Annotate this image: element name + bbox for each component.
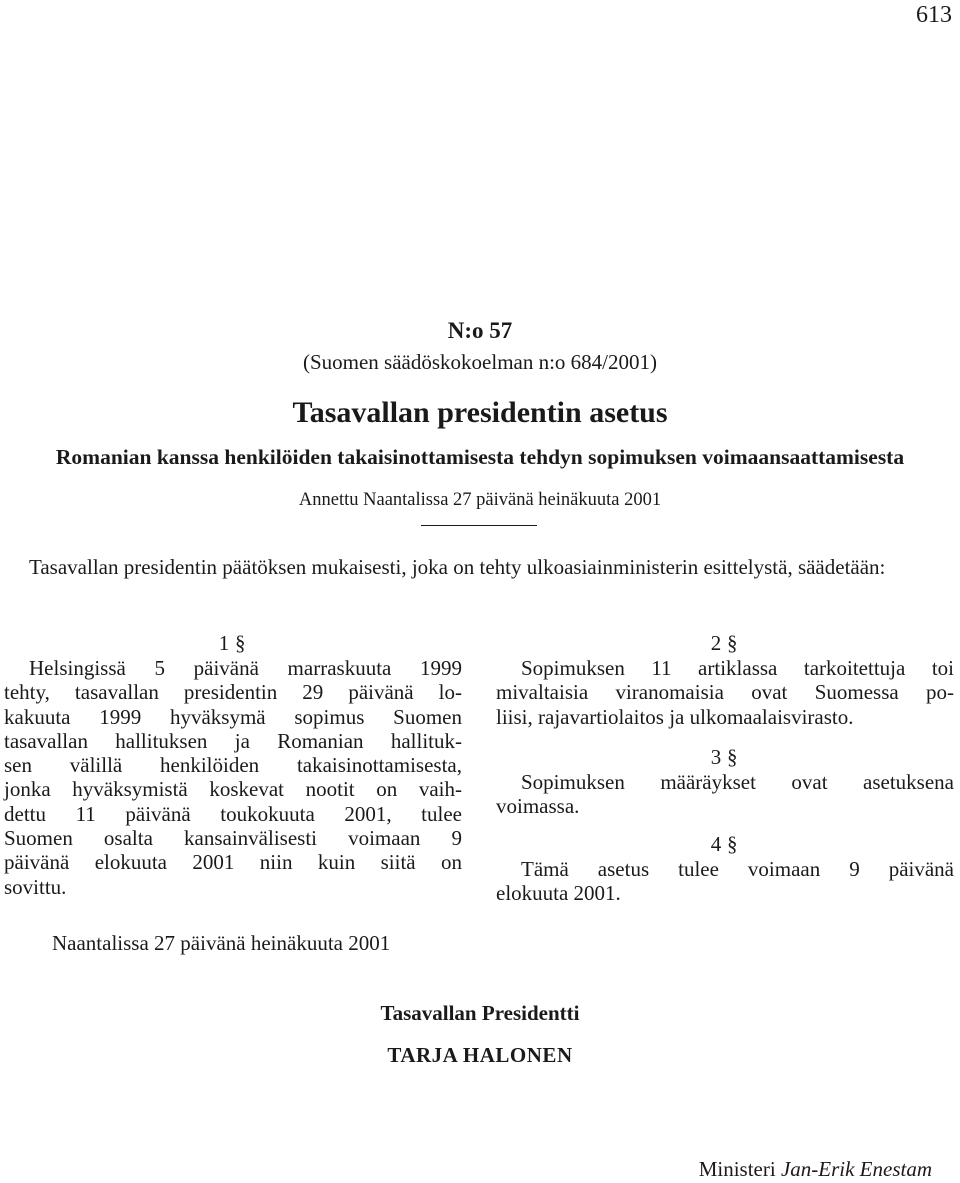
- text-line: Helsingissä 5 päivänä marraskuuta 1999: [29, 656, 462, 680]
- text-line: Suomen osalta kansainvälisesti voimaan 9: [4, 826, 462, 851]
- section-sign-icon: §: [727, 631, 738, 655]
- section-heading: [4, 630, 462, 656]
- signing-place-date: Naantalissa 27 päivänä heinäkuuta 2001: [52, 931, 391, 955]
- text-line: liisi, rajavartiolaitos ja ulkomaalaisvirasto.: [496, 704, 854, 729]
- section-number: 1: [218, 631, 230, 655]
- section-text: [496, 656, 954, 729]
- text-line: sen välillä henkilöiden takaisinottamisesta,: [4, 753, 462, 778]
- text-line: tehty, tasavallan presidentin 29 päivänä lo-: [4, 680, 462, 705]
- section-heading: [496, 630, 954, 656]
- header-divider: [421, 525, 537, 526]
- page-number: 613: [916, 2, 952, 28]
- text-line: mivaltaisia viranomaisia ovat Suomessa po-: [496, 680, 954, 705]
- statute-collection-reference: (Suomen säädöskokoelman n:o 684/2001): [302, 350, 658, 374]
- section-number: 2: [710, 631, 722, 655]
- text-line: dettu 11 päivänä toukokuuta 2001, tulee: [4, 801, 462, 826]
- section-sign-icon: §: [727, 745, 738, 769]
- document-number: N:o 57: [447, 318, 513, 343]
- text-line: tasavallan hallituksen ja Romanian hallituk-: [4, 728, 462, 753]
- section-sign-icon: §: [235, 631, 246, 655]
- section-1: [4, 630, 462, 899]
- text-line: voimassa.: [496, 794, 580, 819]
- decree-subtitle: Romanian kanssa henkilöiden takaisinottamisesta tehdyn sopimuksen voimaansaattamisesta: [55, 445, 905, 469]
- section-4: [496, 831, 954, 906]
- decree-title: Tasavallan presidentin asetus: [292, 396, 668, 429]
- text-line: sovittu.: [4, 874, 67, 899]
- section-text: [496, 857, 954, 906]
- text-line: Sopimuksen 11 artiklassa tarkoitettuja toi: [521, 656, 954, 680]
- section-2: [496, 630, 954, 729]
- text-line: elokuuta 2001.: [496, 881, 621, 906]
- section-text: [496, 770, 954, 819]
- president-title: Tasavallan Presidentti: [380, 1001, 580, 1025]
- minister-name: Jan-Erik Enestam: [780, 1157, 932, 1181]
- section-text: [4, 656, 462, 899]
- section-3: [496, 744, 954, 819]
- issued-date-line: Annettu Naantalissa 27 päivänä heinäkuuta 2001: [298, 490, 662, 510]
- president-name: TARJA HALONEN: [387, 1043, 573, 1067]
- section-number: 3: [710, 745, 722, 769]
- section-sign-icon: §: [727, 832, 738, 856]
- minister-signature: [699, 1155, 932, 1183]
- minister-title: Ministeri: [698, 1157, 776, 1181]
- text-line: kakuuta 1999 hyväksymä sopimus Suomen: [4, 704, 462, 729]
- text-line: Tämä asetus tulee voimaan 9 päivänä: [521, 857, 954, 881]
- section-number: 4: [710, 832, 722, 856]
- text-line: jonka hyväksymistä koskevat nootit on vaih-: [4, 777, 462, 802]
- section-heading: [496, 744, 954, 770]
- section-heading: [496, 831, 954, 857]
- preamble: Tasavallan presidentin päätöksen mukaisesti, joka on tehty ulkoasiainministerin esittelystä, säädetään:: [29, 555, 886, 579]
- text-line: päivänä elokuuta 2001 niin kuin siitä on: [4, 850, 462, 875]
- text-line: Sopimuksen määräykset ovat asetuksena: [521, 770, 954, 794]
